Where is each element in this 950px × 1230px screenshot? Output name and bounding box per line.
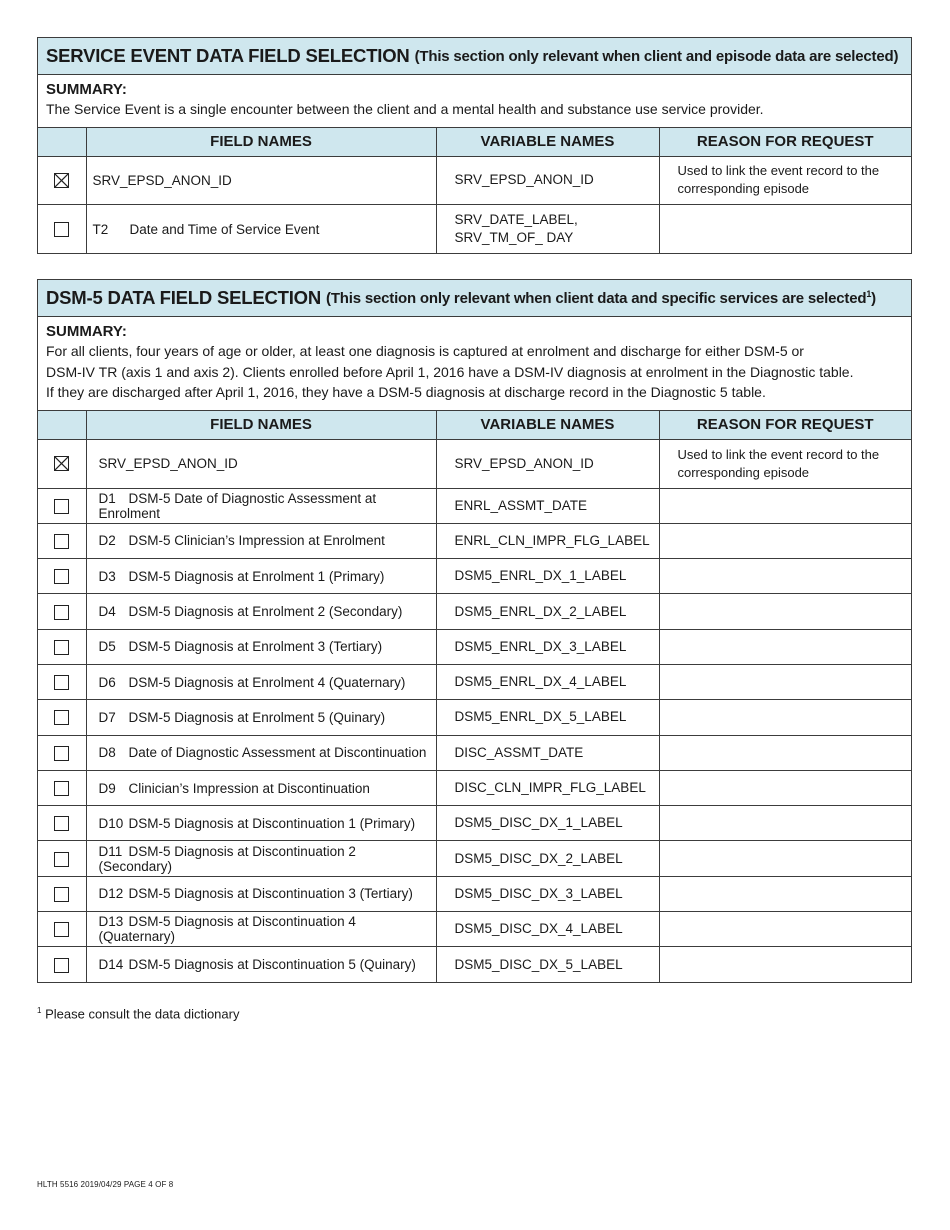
service-event-table	[38, 128, 911, 254]
reason-cell[interactable]: Used to link the event record to the corresponding episode	[659, 439, 911, 488]
summary-line: If they are discharged after April 1, 2016, they have a DSM-5 diagnosis at discharge record in the Diagnostic 5 table.	[46, 384, 766, 400]
variable-names-header: VARIABLE NAMES	[436, 411, 659, 440]
reason-cell[interactable]	[659, 488, 911, 523]
checkbox[interactable]	[54, 781, 69, 796]
footnote-text: Please consult the data dictionary	[45, 1006, 240, 1022]
footnote-ref: 1	[866, 289, 872, 299]
field-name: DSM-5 Diagnosis at Enrolment 1 (Primary)	[128, 568, 385, 584]
field-name: SRV_EPSD_ANON_ID	[98, 456, 238, 471]
table-header-row	[38, 411, 911, 440]
checkbox[interactable]	[54, 922, 69, 937]
checkbox-cell	[38, 594, 86, 629]
checkbox-cell	[38, 912, 86, 947]
field-name-cell	[86, 876, 436, 911]
checkbox[interactable]	[54, 852, 69, 867]
table-row	[38, 700, 911, 735]
field-name: DSM-5 Diagnosis at Enrolment 3 (Tertiary)	[128, 639, 383, 655]
field-code: D13	[98, 914, 124, 930]
checkbox[interactable]	[54, 675, 69, 690]
checkbox-cell	[38, 841, 86, 876]
service-event-title-bar	[38, 38, 911, 75]
x-mark-icon	[55, 457, 68, 470]
reason-cell[interactable]	[659, 700, 911, 735]
reason-cell[interactable]	[659, 806, 911, 841]
field-names-header: FIELD NAMES	[86, 411, 436, 440]
reason-cell[interactable]	[659, 559, 911, 594]
field-names-header: FIELD NAMES	[86, 128, 436, 157]
field-name-cell	[86, 594, 436, 629]
table-row	[38, 439, 911, 488]
dsm5-summary	[38, 317, 911, 411]
reason-cell[interactable]	[659, 876, 911, 911]
field-code: D14	[98, 957, 124, 973]
summary-label: SUMMARY:	[46, 323, 127, 340]
field-name: DSM-5 Diagnosis at Discontinuation 1 (Primary)	[128, 815, 416, 831]
field-code: D1	[98, 490, 116, 506]
field-name-cell	[86, 770, 436, 805]
field-code: D5	[98, 639, 116, 655]
variable-name-cell: SRV_EPSD_ANON_ID	[436, 156, 659, 205]
field-name-cell	[86, 664, 436, 699]
variable-name-cell: DSM5_DISC_DX_4_LABEL	[436, 912, 659, 947]
variable-name-cell: SRV_DATE_LABEL, SRV_TM_OF_ DAY	[436, 205, 659, 254]
table-row	[38, 770, 911, 805]
field-name-cell	[86, 947, 436, 982]
field-code: D11	[98, 843, 123, 859]
field-name: DSM-5 Date of Diagnostic Assessment at Enrolment	[98, 490, 377, 521]
table-header-row	[38, 128, 911, 157]
variable-names-header: VARIABLE NAMES	[436, 128, 659, 157]
checkbox-cell	[38, 559, 86, 594]
table-row	[38, 205, 911, 254]
checkbox-cell	[38, 947, 86, 982]
field-name-cell	[86, 735, 436, 770]
checkbox[interactable]	[54, 746, 69, 761]
summary-text: The Service Event is a single encounter between the client and a mental health and substance use service provider.	[46, 101, 764, 117]
dsm5-table	[38, 411, 911, 983]
reason-cell[interactable]	[659, 594, 911, 629]
table-row	[38, 947, 911, 982]
variable-name-cell: SRV_EPSD_ANON_ID	[436, 439, 659, 488]
table-row	[38, 488, 911, 523]
checkbox-cell	[38, 876, 86, 911]
checkbox-cell	[38, 700, 86, 735]
checkbox-cell	[38, 806, 86, 841]
checkbox[interactable]	[54, 569, 69, 584]
variable-name-cell: DSM5_DISC_DX_1_LABEL	[436, 806, 659, 841]
reason-cell[interactable]	[659, 947, 911, 982]
field-name-cell	[86, 806, 436, 841]
variable-name-cell: DSM5_ENRL_DX_5_LABEL	[436, 700, 659, 735]
service-event-subtitle: (This section only relevant when client and episode data are selected)	[414, 47, 899, 65]
checkbox-cell	[38, 439, 86, 488]
field-name-cell	[86, 488, 436, 523]
checkbox[interactable]	[54, 605, 69, 620]
checkbox[interactable]	[54, 816, 69, 831]
reason-cell[interactable]	[659, 735, 911, 770]
checkbox-cell	[38, 770, 86, 805]
table-row	[38, 156, 911, 205]
field-name: Date and Time of Service Event	[129, 221, 320, 237]
checkbox-column-header	[38, 411, 86, 440]
field-name-cell	[86, 439, 436, 488]
variable-name-cell: DSM5_DISC_DX_5_LABEL	[436, 947, 659, 982]
field-name: DSM-5 Diagnosis at Enrolment 5 (Quinary)	[128, 709, 386, 725]
footnote-number: 1	[37, 1006, 42, 1015]
reason-cell[interactable]	[659, 664, 911, 699]
reason-cell[interactable]	[659, 770, 911, 805]
page-footer: HLTH 5516 2019/04/29 PAGE 4 OF 8	[37, 1180, 174, 1189]
variable-name-cell: ENRL_CLN_IMPR_FLG_LABEL	[436, 523, 659, 558]
field-code: D3	[98, 568, 116, 584]
field-name: DSM-5 Diagnosis at Discontinuation 2 (Secondary)	[98, 843, 356, 874]
checkbox[interactable]	[54, 958, 69, 973]
field-name: DSM-5 Diagnosis at Discontinuation 4 (Quaternary)	[98, 914, 356, 945]
field-code: T2	[92, 221, 109, 237]
table-row	[38, 912, 911, 947]
variable-name-cell: DISC_ASSMT_DATE	[436, 735, 659, 770]
checkbox[interactable]	[54, 887, 69, 902]
checkbox-cell	[38, 156, 86, 205]
field-code: D9	[98, 780, 116, 796]
checkbox-cell	[38, 629, 86, 664]
field-name: DSM-5 Diagnosis at Enrolment 2 (Secondary)	[128, 604, 403, 620]
checked-checkbox[interactable]	[54, 456, 69, 471]
checkbox[interactable]	[54, 222, 69, 237]
dsm5-subtitle-end: )	[871, 290, 876, 307]
field-name: DSM-5 Diagnosis at Discontinuation 3 (Tertiary)	[128, 886, 413, 902]
field-name-cell	[86, 629, 436, 664]
field-code: D7	[98, 709, 116, 725]
checkbox[interactable]	[54, 640, 69, 655]
checkbox-column-header	[38, 128, 86, 157]
reason-cell[interactable]	[659, 523, 911, 558]
reason-cell[interactable]	[659, 912, 911, 947]
variable-name-cell: ENRL_ASSMT_DATE	[436, 488, 659, 523]
table-row	[38, 629, 911, 664]
field-name-cell	[86, 912, 436, 947]
field-name: DSM-5 Diagnosis at Discontinuation 5 (Quinary)	[128, 957, 416, 973]
checkbox-cell	[38, 205, 86, 254]
field-code: D6	[98, 674, 116, 690]
checkbox-cell	[38, 664, 86, 699]
variable-name-cell: DSM5_DISC_DX_3_LABEL	[436, 876, 659, 911]
summary-line: DSM-IV TR (axis 1 and axis 2). Clients enrolled before April 1, 2016 have a DSM-IV diagnosis at enrolment in the Diagnostic table.	[46, 363, 854, 380]
reason-cell[interactable]	[659, 629, 911, 664]
table-row	[38, 664, 911, 699]
field-name-cell	[86, 700, 436, 735]
field-code: D12	[98, 886, 124, 902]
field-name: DSM-5 Clinician’s Impression at Enrolment	[128, 533, 385, 549]
dsm5-subtitle-text: (This section only relevant when client data and specific services are selected	[326, 290, 867, 307]
checkbox-cell	[38, 523, 86, 558]
checkbox-cell	[38, 488, 86, 523]
table-row	[38, 735, 911, 770]
variable-name-cell: DSM5_DISC_DX_2_LABEL	[436, 841, 659, 876]
x-mark-icon	[55, 174, 68, 187]
checkbox-cell	[38, 735, 86, 770]
checkbox[interactable]	[54, 710, 69, 725]
table-row	[38, 594, 911, 629]
field-name: SRV_EPSD_ANON_ID	[92, 172, 232, 188]
dsm5-subtitle	[326, 289, 876, 307]
field-name-cell	[86, 205, 436, 254]
field-name-cell	[86, 559, 436, 594]
reason-cell[interactable]: Used to link the event record to the corresponding episode	[659, 156, 911, 205]
reason-cell[interactable]	[659, 205, 911, 254]
field-name: DSM-5 Diagnosis at Enrolment 4 (Quaternary)	[128, 674, 406, 690]
variable-name-cell: DSM5_ENRL_DX_1_LABEL	[436, 559, 659, 594]
reason-cell[interactable]	[659, 841, 911, 876]
variable-name-cell: DSM5_ENRL_DX_4_LABEL	[436, 664, 659, 699]
checkbox[interactable]	[54, 534, 69, 549]
checkbox[interactable]	[54, 499, 69, 514]
summary-label: SUMMARY:	[46, 81, 127, 98]
table-row	[38, 876, 911, 911]
dsm5-section	[37, 279, 912, 983]
variable-name-cell: DSM5_ENRL_DX_2_LABEL	[436, 594, 659, 629]
field-name-cell	[86, 523, 436, 558]
service-event-summary	[38, 75, 911, 128]
field-code: D2	[98, 533, 116, 549]
reason-header: REASON FOR REQUEST	[659, 411, 911, 440]
field-code: D8	[98, 745, 116, 761]
variable-name-cell: DSM5_ENRL_DX_3_LABEL	[436, 629, 659, 664]
table-row	[38, 559, 911, 594]
field-code: D4	[98, 604, 116, 620]
table-row	[38, 523, 911, 558]
field-code: D10	[98, 815, 124, 831]
footnote	[37, 1006, 239, 1021]
service-event-title: SERVICE EVENT DATA FIELD SELECTION	[46, 45, 410, 66]
summary-line: For all clients, four years of age or older, at least one diagnosis is captured at enrolment and discharge for either DSM-5 or	[46, 343, 804, 359]
checked-checkbox[interactable]	[54, 173, 69, 188]
field-name-cell	[86, 156, 436, 205]
service-event-section	[37, 37, 912, 254]
dsm5-title-bar	[38, 280, 911, 317]
reason-header: REASON FOR REQUEST	[659, 128, 911, 157]
table-row	[38, 806, 911, 841]
table-row	[38, 841, 911, 876]
variable-name-cell: DISC_CLN_IMPR_FLG_LABEL	[436, 770, 659, 805]
field-name-cell	[86, 841, 436, 876]
field-name: Date of Diagnostic Assessment at Discontinuation	[128, 745, 427, 761]
dsm5-title: DSM-5 DATA FIELD SELECTION	[46, 287, 322, 308]
field-name: Clinician’s Impression at Discontinuation	[128, 780, 370, 796]
